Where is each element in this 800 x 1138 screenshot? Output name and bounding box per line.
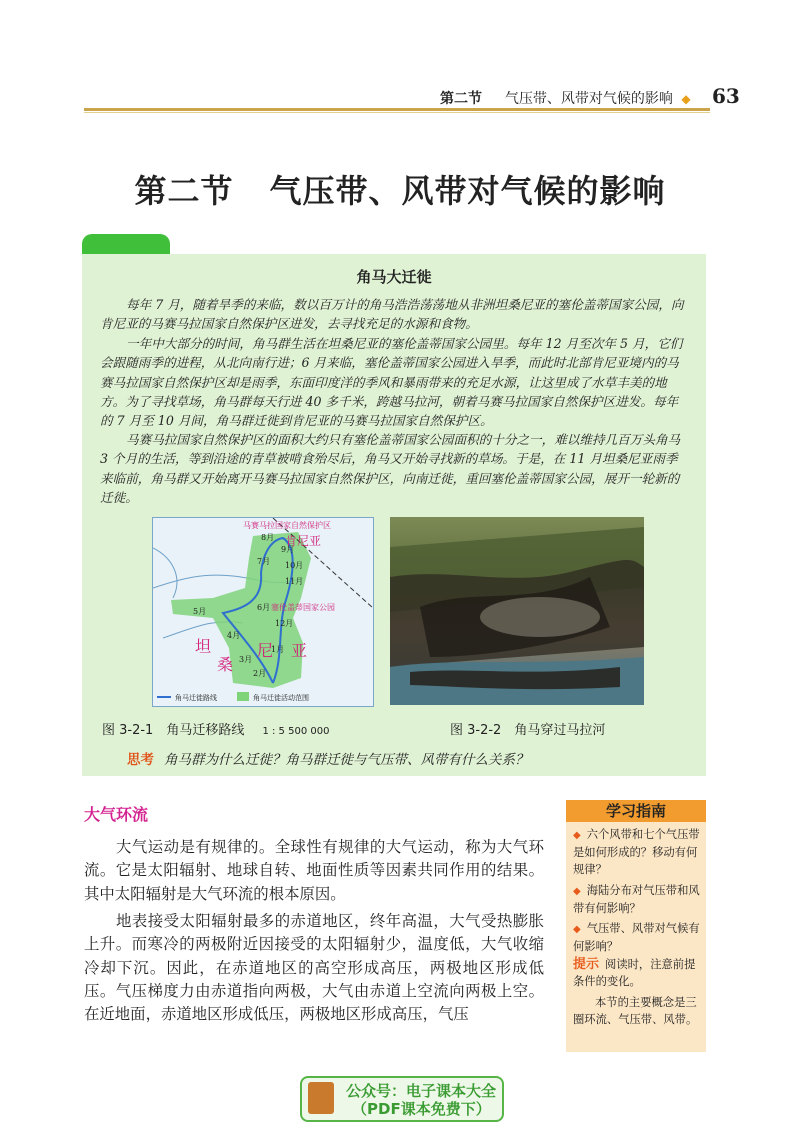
- page-title: [0, 166, 800, 212]
- map-caption-text: 图 3-2-1 角马迁移路线: [102, 723, 245, 738]
- map-label-tanzania-3: 尼: [257, 641, 274, 660]
- reading-paragraph-3: 马赛马拉国家自然保护区的面积大约只有塞伦盖蒂国家公园面积的十分之一，难以维持几百万头角马 3 个月的生活，等到沿途的青草被啃食殆尽后，角马又开始寻找新的草场。于是，在 11 月坦桑尼亚雨季来临前，角马群又开始离开马赛马拉国家自然保护区，向南迁徙，重回塞伦盖蒂国家公园，展开一轮新的迁徙。: [100, 432, 681, 505]
- map-month: 10月: [285, 561, 304, 570]
- migration-map: [152, 517, 374, 707]
- map-month: 9月: [281, 545, 295, 554]
- think-text: 角马群为什么迁徙？角马群迁徙与气压带、风带有什么关系？: [164, 752, 529, 768]
- running-head-section: 第二节: [440, 91, 482, 107]
- header-rule-thin: [84, 112, 710, 113]
- body-paragraph-2: 地表接受太阳辐射最多的赤道地区，终年高温，大气受热膨胀上升。而寒冷的两极附近因接受的太阳辐射少，温度低，大气收缩冷却下沉。因此，在赤道地区的高空形成高压，两极地区形成低压。气压梯度力由赤道指向两极，大气由赤道上空流向两极上空。在近地面，赤道地区形成低压，两极地区形成高压，气压: [84, 912, 544, 1024]
- map-month: 5月: [193, 607, 207, 616]
- header-rule: [84, 108, 710, 111]
- reading-paragraph-2: 一年中大部分的时间，角马群生活在坦桑尼亚的塞伦盖蒂国家公园里。每年 12 月至次年 5 月，它们会跟随雨季的进程，从北向南行进；6 月来临，塞伦盖蒂国家公园进入旱季，而此时北部肯尼亚境内的马赛马拉国家自然保护区却是雨季，东面印度洋的季风和暴雨带来的充足水源，让这里成了水草丰美的地方。为了寻找草场，角马群每天行进 40 多千米，跨越马拉河，朝着马赛马拉国家自然保护区进发。每年的 7 月至 10 月间，角马群迁徙到肯尼亚的马赛马拉国家自然保护区。: [100, 336, 683, 429]
- map-month: 2月: [253, 669, 267, 678]
- map-month: 7月: [257, 557, 271, 566]
- diamond-icon: ◆: [573, 830, 581, 841]
- map-month: 4月: [227, 631, 241, 640]
- map-month: 6月: [257, 603, 271, 612]
- reading-paragraph-1: 每年 7 月，随着旱季的来临，数以百万计的角马浩浩荡荡地从非洲坦桑尼亚的塞伦盖蒂国家公园，向肯尼亚的马赛马拉国家自然保护区进发，去寻找充足的水源和食物。: [100, 297, 684, 332]
- tip-label: 提示: [573, 957, 600, 972]
- map-month: 11月: [285, 577, 304, 586]
- footer-badge: [300, 1076, 504, 1122]
- guide-tip-2: 本节的主要概念是三圈环流、气压带、风带。: [573, 996, 698, 1026]
- photo-caption: 图 3-2-2 角马穿过马拉河: [450, 723, 606, 738]
- map-legend-range: 角马迁徙活动范围: [253, 694, 309, 702]
- diamond-icon: ◆: [573, 886, 581, 897]
- map-month: 3月: [239, 655, 253, 664]
- map-label-tanzania-4: 亚: [291, 641, 308, 660]
- running-head: [440, 88, 710, 108]
- map-month: 8月: [261, 533, 275, 542]
- map-month: 12月: [275, 619, 294, 628]
- think-question: [127, 748, 529, 768]
- guide-item-2: ◆ 海陆分布对气压带和风带有何影响？: [573, 884, 700, 915]
- diamond-icon: ◆: [573, 924, 581, 935]
- map-label-tanzania-2: 桑: [217, 655, 234, 674]
- page-title-text: 气压带、风带对气候的影响: [269, 172, 666, 210]
- map-label-kenya: 肯尼亚: [285, 534, 322, 548]
- guide-tip: [573, 956, 703, 990]
- page-number: 63: [712, 84, 740, 108]
- footer-line-1: 公众号：电子课本大全: [346, 1082, 497, 1100]
- book-icon: [308, 1082, 334, 1114]
- guide-item-3: ◆ 气压带、风带对气候有何影响？: [573, 922, 700, 953]
- think-label: 思考: [127, 752, 154, 768]
- map-caption: [102, 719, 329, 738]
- footer-line-2: （PDF课本免费下）: [352, 1100, 491, 1118]
- wildebeest-photo: [390, 517, 644, 705]
- guide-item-1: ◆ 六个风带和七个气压带是如何形成的？移动有何规律？: [573, 828, 700, 876]
- map-label-reserve: 马赛马拉国家自然保护区: [243, 521, 331, 530]
- study-guide-title: 学习指南: [566, 800, 706, 822]
- body-paragraph-1: 大气运动是有规律的。全球性有规律的大气运动，称为大气环流。它是太阳辐射、地球自转、地面性质等因素共同作用的结果。其中太阳辐射是大气环流的根本原因。: [84, 838, 544, 903]
- map-month: 1月: [271, 645, 285, 654]
- map-label-park: 塞伦盖蒂国家公园: [271, 603, 335, 612]
- tip-text: 阅读时，注意前提条件的变化。: [573, 958, 696, 988]
- map-legend-route: 角马迁徙路线: [175, 694, 217, 702]
- map-label-tanzania-1: 坦: [195, 637, 212, 656]
- running-head-title: 气压带、风带对气候的影响: [504, 91, 673, 107]
- diamond-icon: ◆: [681, 92, 691, 106]
- reading-title: 角马大迁徙: [356, 268, 432, 286]
- page-title-section: 第二节: [134, 172, 234, 210]
- map-scale: 1 : 5 500 000: [262, 726, 330, 737]
- wildebeest-photo-svg: [390, 517, 644, 705]
- section-heading: 大气环流: [84, 805, 149, 824]
